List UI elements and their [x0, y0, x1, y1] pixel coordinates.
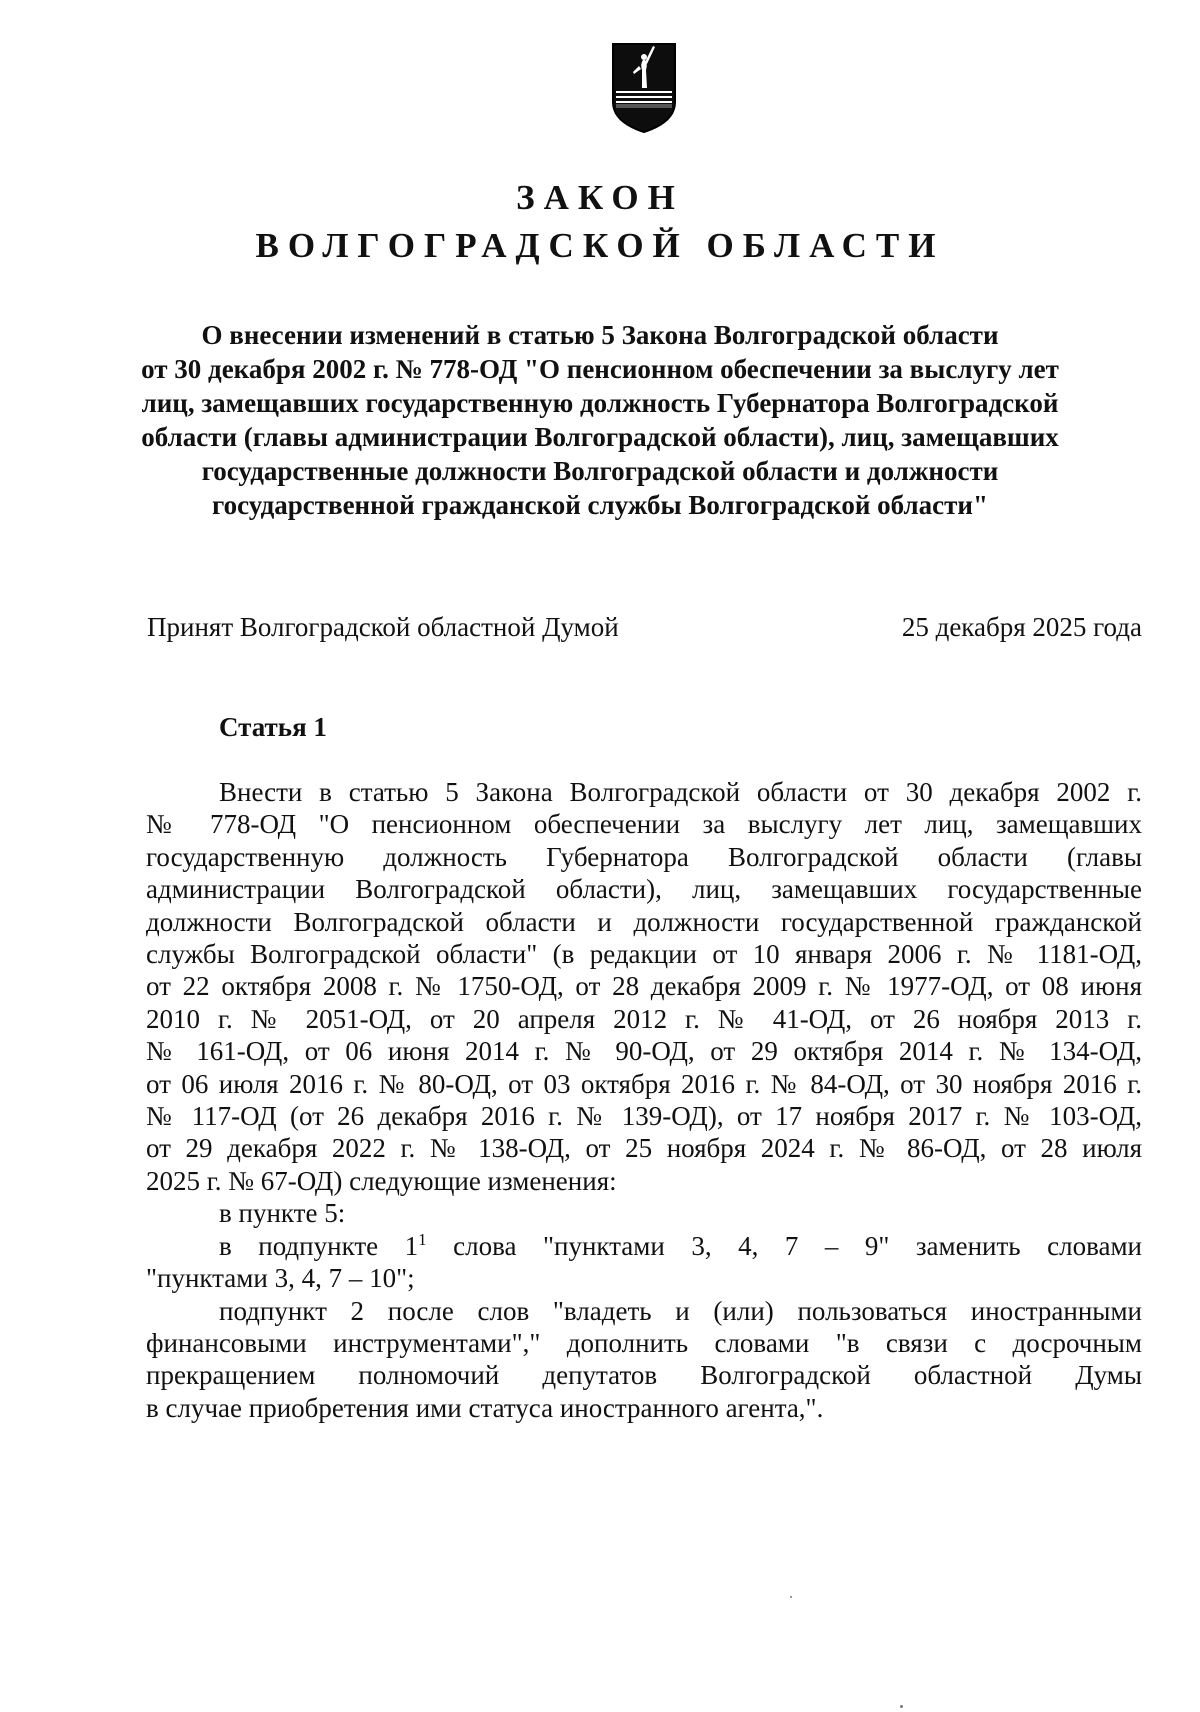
item-point-5: в пункте 5: — [219, 1198, 346, 1229]
adopting-body: Принят Волгоградской областной Думой — [147, 612, 619, 642]
subitem-2-line: прекращением полномочий депутатов Волгоградской областной Думы — [146, 1360, 1142, 1391]
body-line: 2025 г. № 67-ОД) следующие изменения: — [146, 1165, 617, 1196]
subitem-2-line: финансовыми инструментами"," дополнить словами "в связи с досрочным — [146, 1327, 1142, 1358]
subitem-2-line: подпункт 2 после слов "владеть и (или) пользоваться иностранными — [219, 1295, 1142, 1326]
body-line: должности Волгоградской области и должности государственной гражданской — [146, 906, 1142, 937]
law-heading — [130, 318, 1070, 522]
article-body — [146, 776, 1142, 1424]
subitem-1-line — [146, 1230, 1142, 1262]
article-title: Статья 1 — [219, 712, 327, 742]
subitem-1-text-rest: слова "пунктами 3, 4, 7 – 9" заменить словами — [426, 1230, 1142, 1261]
body-line: от 06 июля 2016 г. № 80-ОД, от 03 октября 2016 г. № 84-ОД, от 30 ноября 2016 г. — [146, 1068, 1142, 1099]
subitem-2-last-line: в случае приобретения ими статуса иностранного агента,". — [146, 1392, 824, 1423]
body-line: государственную должность Губернатора Волгоградской области (главы — [146, 841, 1142, 872]
body-line: Внести в статью 5 Закона Волгоградской области от 30 декабря 2002 г. — [219, 777, 1142, 807]
law-region-title: ВОЛГОГРАДСКОЙ ОБЛАСТИ — [255, 226, 945, 265]
scan-speck — [900, 1705, 903, 1708]
body-line: № 778-ОД "О пенсионном обеспечении за выслугу лет лиц, замещавших — [146, 809, 1142, 840]
adoption-line — [147, 612, 1142, 643]
body-line: № 161-ОД, от 06 июня 2014 г. № 90-ОД, от 29 октября 2014 г. № 134-ОД, — [146, 1036, 1142, 1067]
heading-line: государственной гражданской службы Волгоградской области" — [212, 490, 988, 520]
body-line: 2010 г. № 2051-ОД, от 20 апреля 2012 г. № 41-ОД, от 26 ноября 2013 г. — [146, 1003, 1142, 1034]
adoption-date: 25 декабря 2025 года — [901, 612, 1142, 642]
body-line: службы Волгоградской области" (в редакции от 10 января 2006 г. № 1181-ОД, — [146, 939, 1142, 970]
heading-line: государственные должности Волгоградской области и должности — [201, 456, 999, 486]
scan-speck — [790, 1596, 792, 1598]
body-line: администрации Волгоградской области), лиц, замещавших государственные — [146, 874, 1142, 905]
law-title: ЗАКОН — [516, 178, 684, 217]
body-line: № 117-ОД (от 26 декабря 2016 г. № 139-ОД), от 17 ноября 2017 г. № 103-ОД, — [146, 1101, 1142, 1132]
coat-of-arms-icon — [609, 40, 679, 136]
subitem-1-text: в подпункте 1 — [219, 1230, 419, 1261]
body-line: от 22 октября 2008 г. № 1750-ОД, от 28 декабря 2009 г. № 1977-ОД, от 08 июня — [146, 971, 1142, 1002]
body-line: от 29 декабря 2022 г. № 138-ОД, от 25 ноября 2024 г. № 86-ОД, от 28 июля — [146, 1133, 1142, 1164]
heading-line: от 30 декабря 2002 г. № 778-ОД "О пенсионном обеспечении за выслугу лет — [141, 354, 1059, 384]
heading-line: лиц, замещавших государственную должность Губернатора Волгоградской — [141, 388, 1059, 418]
heading-line: О внесении изменений в статью 5 Закона Волгоградской области — [201, 320, 999, 350]
subitem-1-superscript: 1 — [418, 1229, 427, 1249]
heading-line: области (главы администрации Волгоградской области), лиц, замещавших — [141, 422, 1059, 452]
subitem-1-last-line: "пунктами 3, 4, 7 – 10"; — [146, 1263, 415, 1294]
